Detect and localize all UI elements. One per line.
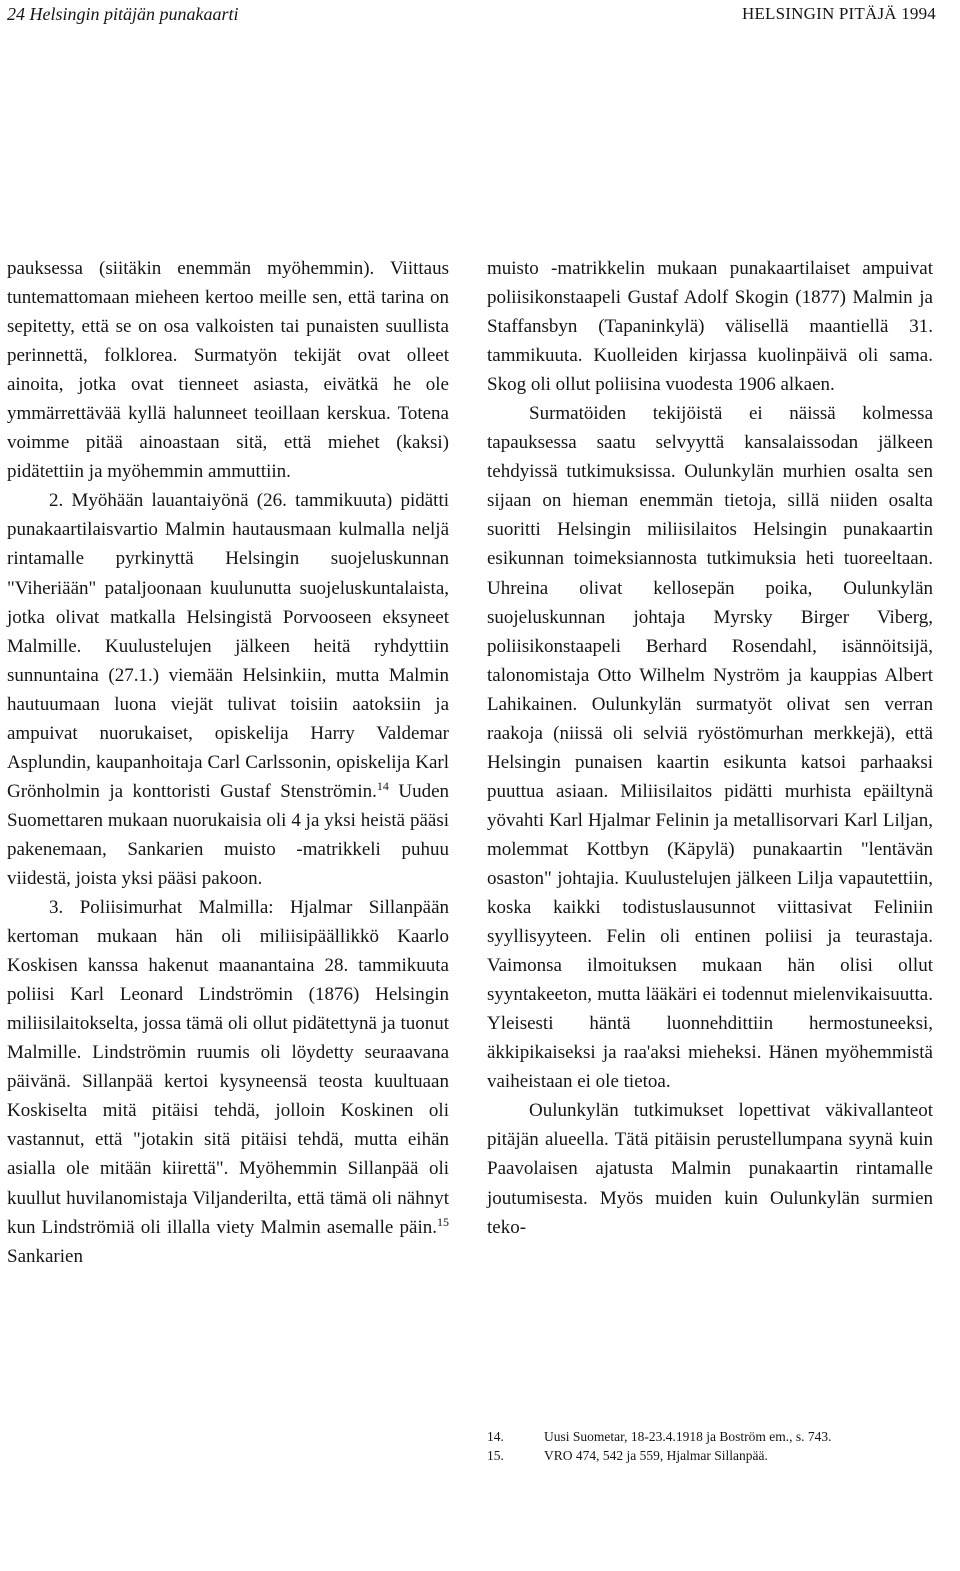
paragraph: muisto -matrikkelin mukaan punakaartilaiset ampuivat poliisikonstaapeli Gustaf Adolf Skogin (1877) Malmin ja Staffansbyn (Tapaninkylä) välisellä maantiellä 31. tammikuuta. Kuolleiden kirjassa kuolinpäivä oli sama. Skog oli ollut poliisina vuodesta 1906 alkaen. xyxy=(487,258,933,396)
paragraph: Surmatöiden tekijöistä ei näissä kolmessa tapauksessa saatu selvyyttä kansalaissodan jälkeen tehdyissä tutkimuksissa. Oulunkylän murhien osalta sen sijaan on hieman enemmän tietoja, sillä niiden osalta suoritti Helsingin miliisilaitos Helsingin punakaartin esikunnan toimeksiannosta tutkimuksia heti tuoreeltaan. Uhreina olivat kellosepän poika, Oulunkylän suojeluskunnan johtaja Myrsky Birger Viberg, poliisikonstaapeli Berhard Rosendahl, isännöitsijä, talonomistaja Otto Wilhelm Nyström ja kauppias Albert Lahikainen. Oulunkylän surmatyöt olivat sen verran raakoja (niissä oli selviä ryöstömurhan merkkejä), että Helsingin punaisen kaartin esikunta katsoi parhaaksi puuttua asiaan. Miliisilaitos pidätti murhista epäiltynä yövahti Karl Hjalmar Felinin ja metallisorvari Karl Liljan, molemmat Kottbyn (Käpylä) punakaartin "lentävän osaston" johtajia. Kuulustelujen jälkeen Lilja vapautettiin, koska kaikki todistuslausunnot viittasivat Feliniin syyllisyyteen. Felin oli entinen poliisi ja teurastaja. Vaimonsa ilmoituksen mukaan hän olisi ollut syyntakeeton, mutta lääkäri ei todennut mielenvikaisuutta. Yleisesti häntä luonnehdittiin hermostuneeksi, äkkipikaiseksi ja raa'aksi mieheksi. Hänen myöhemmistä vaiheistaan ei ole tietoa. xyxy=(487,403,933,1093)
left-column xyxy=(7,254,449,1271)
paragraph-text: 2. Myöhään lauantaiyönä (26. tammikuuta) pidätti punakaartilaisvartio Malmin hautausmaan kulmalla neljä rintamalle pyrkinyttä Helsingin suojeluskunnan "Viheriään" pataljoonaan kuulunutta suojeluskuntalaista, jotka olivat matkalla Helsingistä Porvooseen eksyneet Malmille. Kuulustelujen jälkeen heitä ryhdyttiin sunnuntaina (27.1.) viemään Helsinkiin, mutta Malmin hautuumaan luona viejät tulivat toisiin aatoksiin ja ampuivat nuorukaiset, opiskelija Harry Valdemar Asplundin, kaupanhoitaja Carl Carlssonin, opiskelija Karl Grönholmin ja konttoristi Gustaf Stenströmin. xyxy=(7,490,449,802)
paragraph: pauksessa (siitäkin enemmän myöhemmin). Viittaus tuntemattomaan mieheen kertoo meille sen, että tarina on sepitetty, että se on osa valkoisten tai punaisten suullista perinnettä, folklorea. Surmatyön tekijät ovat olleet ainoita, jotka ovat tienneet asiasta, eivätkä he ole ymmärrettävää kyllä halunneet teoillaan kerskua. Totena voimme pitää ainoastaan sitä, että miehet (kaksi) pidätettiin ja myöhemmin ammuttiin. xyxy=(7,258,449,483)
footnotes xyxy=(487,1427,933,1465)
paragraph-text: Uuden Suomettaren mukaan nuorukaisia oli 4 ja yksi heistä pääsi pakenemaan, Sankarien muisto -matrikkeli puhuu viidestä, joista yksi pääsi pakoon. xyxy=(7,780,450,889)
footnote-text: VRO 474, 542 ja 559, Hjalmar Sillanpää. xyxy=(544,1448,768,1463)
paragraph: Oulunkylän tutkimukset lopettivat väkivallanteot pitäjän alueella. Tätä pitäisin perustellumpana syynä kuin Paavolaisen ajatusta Malmin punakaartin rintamalle joutumisesta. Myös muiden kuin Oulunkylän surmien teko- xyxy=(487,1100,933,1238)
publication-title: HELSINGIN PITÄJÄ 1994 xyxy=(741,4,936,23)
page-number-and-title: 24 Helsingin pitäjän punakaarti xyxy=(7,4,239,24)
footnote-ref: 15 xyxy=(437,1214,449,1229)
footnote xyxy=(487,1446,933,1465)
footnote-number: 15. xyxy=(487,1448,504,1463)
footnote-number: 14. xyxy=(487,1429,504,1444)
paragraph-text: Sankarien xyxy=(7,1245,83,1267)
footnote xyxy=(487,1427,933,1446)
paragraph xyxy=(7,893,449,1271)
page-header xyxy=(7,4,936,30)
footnote-ref: 14 xyxy=(376,778,389,793)
footnote-text: Uusi Suometar, 18-23.4.1918 ja Boström em., s. 743. xyxy=(544,1429,832,1444)
paragraph-text: 3. Poliisimurhat Malmilla: Hjalmar Sillanpään kertoman mukaan hän oli miliisipäällikkö Kaarlo Koskisen kanssa hakenut maanantaina 28. tammikuuta poliisi Karl Leonard Lindströmin (1876) Helsingin miliisilaitokselta, jossa tämä oli ollut pidätettynä ja tuonut Malmille. Lindströmin ruumis oli löydetty seuraavana päivänä. Sillanpää kertoi kysyneensä teosta kuultuaan Koskiselta mitä pitäisi tehdä, jolloin Koskinen oli vastannut, että "jotakin sitä pitäisi tehdä, mutta eihän asialla ole mitään kiirettä". Myöhemmin Sillanpää oli kuullut huvilanomistaja Viljanderilta, että tämä oli nähnyt kun Lindströmiä oli illalla viety Malmin asemalle päin. xyxy=(7,897,449,1238)
paragraph xyxy=(7,486,449,893)
right-column xyxy=(487,254,933,1242)
